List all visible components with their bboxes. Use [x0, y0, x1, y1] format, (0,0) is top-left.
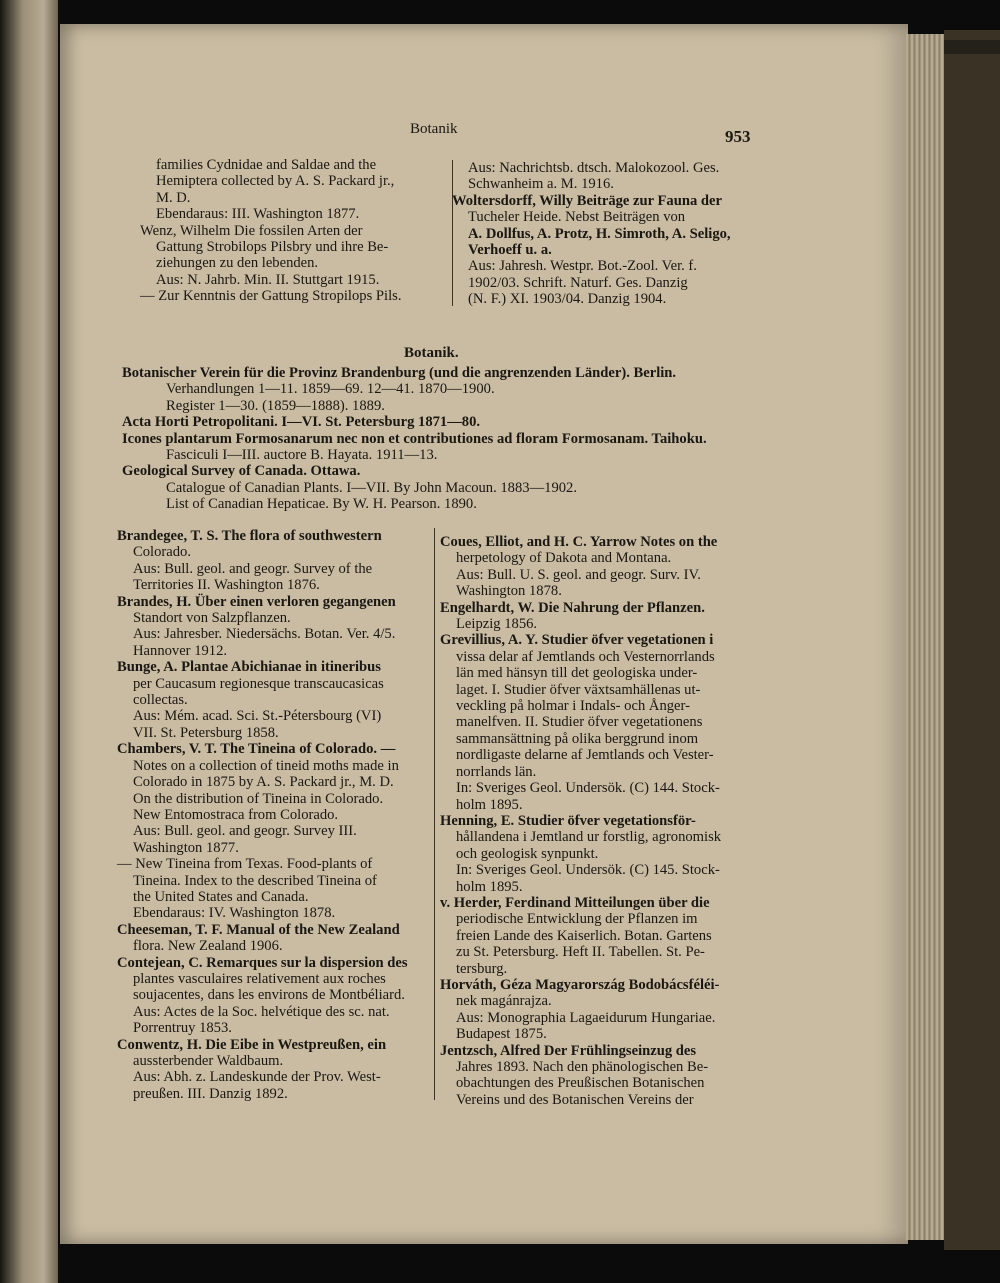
entry-line: nek magánrajza.	[456, 993, 552, 1010]
entry-line: Engelhardt, W. Die Nahrung der Pflanzen.	[440, 599, 705, 616]
entry-line: Washington 1877.	[133, 839, 239, 856]
serial-detail: Register 1—30. (1859—1888). 1889.	[166, 397, 385, 414]
entry-line: aussterbender Waldbaum.	[133, 1053, 284, 1069]
text-line: Aus: Nachrichtsb. dtsch. Malokozool. Ges.	[468, 160, 720, 176]
serial-detail: Verhandlungen 1—11. 1859—69. 12—41. 1870—1900.	[166, 381, 495, 398]
serial-detail: List of Canadian Hepaticae. By W. H. Pearson. 1890.	[166, 496, 477, 513]
serial-title: Icones plantarum Formosanarum nec non et contributiones ad floram Formosanam. Taihoku.	[122, 430, 707, 447]
entry-line: Porrentruy 1853.	[133, 1020, 232, 1037]
text-line: Gattung Strobilops Pilsbry und ihre Be-	[156, 239, 389, 256]
entry-line: holm 1895.	[456, 796, 523, 813]
book-cover	[944, 30, 1000, 1250]
text-line: Ebendaraus: III. Washington 1877.	[156, 206, 360, 223]
serial-title: Botanischer Verein für die Provinz Brandenburg (und die angrenzenden Länder). Berlin.	[122, 365, 677, 381]
entry-line: hållandena i Jemtland ur forstlig, agronomisk	[456, 829, 722, 846]
facing-page-edge	[0, 0, 58, 1283]
serials-list	[122, 365, 772, 513]
entry-line: Bunge, A. Plantae Abichianae in itineribus	[117, 659, 381, 676]
entry-line: Aus: Jahresber. Niedersächs. Botan. Ver. 4/5.	[133, 626, 396, 643]
entry-line: Aus: Bull. geol. and geogr. Survey of the	[133, 560, 373, 577]
running-head: Botanik	[410, 121, 458, 137]
entry-line: Jentzsch, Alfred Der Frühlingseinzug des	[440, 1042, 697, 1059]
entry-line: Aus: Actes de la Soc. helvétique des sc. nat.	[133, 1003, 390, 1020]
text-line: 1902/03. Schrift. Naturf. Ges. Danzig	[468, 274, 688, 291]
left-column	[117, 528, 429, 1102]
entry-line: zu St. Petersburg. Heft II. Tabellen. St. Pe-	[456, 944, 705, 961]
entry-line: obachtungen des Preußischen Botanischen	[456, 1075, 705, 1092]
entry-line: Ebendaraus: IV. Washington 1878.	[133, 905, 336, 922]
entry-line: flora. New Zealand 1906.	[133, 938, 283, 955]
entry-line: Notes on a collection of tineid moths made in	[133, 757, 399, 774]
entry-line: New Entomostraca from Colorado.	[133, 806, 339, 823]
entry-line: och geologisk synpunkt.	[456, 845, 599, 862]
text-line: families Cydnidae and Saldae and the	[156, 157, 377, 173]
section-heading: Botanik.	[404, 345, 459, 361]
entry-line: plantes vasculaires relativement aux roches	[133, 970, 386, 987]
entry-line: norrlands län.	[456, 763, 537, 780]
column-divider	[434, 528, 435, 1100]
entry-line: soujacentes, dans les environs de Montbéliard.	[133, 987, 405, 1004]
text-line: Aus: N. Jahrb. Min. II. Stuttgart 1915.	[156, 271, 380, 288]
cover-band	[944, 40, 1000, 54]
entry-line: VII. St. Petersburg 1858.	[133, 724, 279, 741]
text-line: (N. F.) XI. 1903/04. Danzig 1904.	[468, 291, 667, 308]
entry-line: Vereins und des Botanischen Vereins der	[456, 1091, 694, 1108]
entry-line: tersburg.	[456, 960, 508, 977]
entry-line: nordligaste delarne af Jemtlands och Vester-	[456, 747, 714, 764]
entry-line: Colorado.	[133, 544, 191, 561]
text-line: A. Dollfus, A. Protz, H. Simroth, A. Seligo,	[468, 225, 731, 242]
entry-line: periodische Entwicklung der Pflanzen im	[456, 911, 698, 928]
entry-line: Territories II. Washington 1876.	[133, 577, 320, 594]
text-line: Schwanheim a. M. 1916.	[468, 176, 614, 193]
text-line: M. D.	[156, 189, 191, 206]
entry-line: Washington 1878.	[456, 583, 562, 600]
entry-line: preußen. III. Danzig 1892.	[133, 1085, 288, 1102]
entry-line: the United States and Canada.	[133, 888, 309, 905]
entry-line: v. Herder, Ferdinand Mitteilungen über die	[440, 894, 710, 911]
entry-line: Henning, E. Studier öfver vegetationsför-	[440, 812, 696, 829]
entry-line: herpetology of Dakota and Montana.	[456, 550, 672, 567]
entry-line: Chambers, V. T. The Tineina of Colorado. —	[117, 741, 396, 758]
entry-line: Leipzig 1856.	[456, 616, 538, 633]
entry-line: veckling på holmar i Indals- och Ånger-	[456, 698, 690, 715]
entry-line: Conwentz, H. Die Eibe in Westpreußen, ein	[117, 1036, 387, 1053]
entry-line: Budapest 1875.	[456, 1026, 547, 1043]
entry-line: freien Lande des Kaiserlich. Botan. Gartens	[456, 927, 712, 944]
entry-line: — New Tineina from Texas. Food-plants of	[117, 856, 373, 873]
entry-line: Jahres 1893. Nach den phänologischen Be-	[456, 1059, 709, 1075]
entry-line: On the distribution of Tineina in Colorado.	[133, 790, 384, 807]
entry-line: Horváth, Géza Magyarország Bodobácsféléi-	[440, 976, 720, 993]
text-line: Aus: Jahresh. Westpr. Bot.-Zool. Ver. f.	[468, 258, 697, 275]
serial-title: Geological Survey of Canada. Ottawa.	[122, 463, 361, 480]
text-line: ziehungen zu den lebenden.	[156, 255, 319, 272]
text-line: Hemiptera collected by A. S. Packard jr.,	[156, 173, 395, 190]
text-line: — Zur Kenntnis der Gattung Stropilops Pils.	[140, 288, 402, 305]
entry-line: collectas.	[133, 692, 188, 709]
text-line: Wenz, Wilhelm Die fossilen Arten der	[140, 222, 363, 239]
entry-line: manelfven. II. Studier öfver vegetationens	[456, 714, 703, 731]
entry-line: Grevillius, A. Y. Studier öfver vegetationen i	[440, 632, 714, 649]
entry-line: Aus: Mém. acad. Sci. St.-Pétersbourg (VI)	[133, 708, 382, 725]
right-column	[440, 534, 755, 1108]
page-block-edge	[906, 34, 946, 1240]
entry-line: Colorado in 1875 by A. S. Packard jr., M. D.	[133, 774, 394, 791]
page-number: 953	[725, 127, 751, 146]
entry-line: Hannover 1912.	[133, 642, 228, 659]
entry-line: holm 1895.	[456, 878, 523, 895]
serial-title: Acta Horti Petropolitani. I—VI. St. Petersburg 1871—80.	[122, 414, 481, 431]
entry-line: per Caucasum regionesque transcaucasicas	[133, 675, 384, 692]
entry-line: laget. I. Studier öfver växtsamhällenas ut-	[456, 681, 701, 698]
text-line: Tucheler Heide. Nebst Beiträgen von	[468, 209, 686, 226]
entry-line: Coues, Elliot, and H. C. Yarrow Notes on the	[440, 534, 718, 550]
entry-line: Aus: Bull. U. S. geol. and geogr. Surv. IV.	[456, 566, 701, 583]
entry-line: Aus: Monographia Lagaeidurum Hungariae.	[456, 1009, 716, 1026]
entry-line: sammansättning på olika berggrund inom	[456, 730, 699, 747]
entry-line: Aus: Bull. geol. and geogr. Survey III.	[133, 823, 357, 840]
top-right-column	[452, 160, 762, 308]
entry-line: In: Sveriges Geol. Undersök. (C) 145. Stock-	[456, 862, 720, 879]
entry-line: Tineina. Index to the described Tineina of	[133, 872, 377, 889]
serial-detail: Catalogue of Canadian Plants. I—VII. By John Macoun. 1883—1902.	[166, 479, 577, 496]
entry-line: Contejean, C. Remarques sur la dispersion des	[117, 954, 408, 971]
text-line: Verhoeff u. a.	[468, 242, 552, 259]
entry-line: In: Sveriges Geol. Undersök. (C) 144. Stock-	[456, 780, 720, 797]
entry-line: Cheeseman, T. F. Manual of the New Zealand	[117, 921, 400, 938]
entry-line: Brandegee, T. S. The flora of southwestern	[117, 528, 382, 544]
serial-detail: Fasciculi I—III. auctore B. Hayata. 1911—13.	[166, 447, 438, 464]
entry-line: vissa delar af Jemtlands och Vesternorrlands	[456, 648, 715, 665]
entry-line: Aus: Abh. z. Landeskunde der Prov. West-	[133, 1069, 381, 1086]
entry-line: län med hänsyn till det geologiska under-	[456, 665, 698, 682]
entry-line: Brandes, H. Über einen verloren gegangenen	[117, 593, 396, 610]
text-line: Woltersdorff, Willy Beiträge zur Fauna der	[452, 192, 722, 209]
top-left-column	[140, 157, 430, 305]
entry-line: Standort von Salzpflanzen.	[133, 610, 291, 627]
